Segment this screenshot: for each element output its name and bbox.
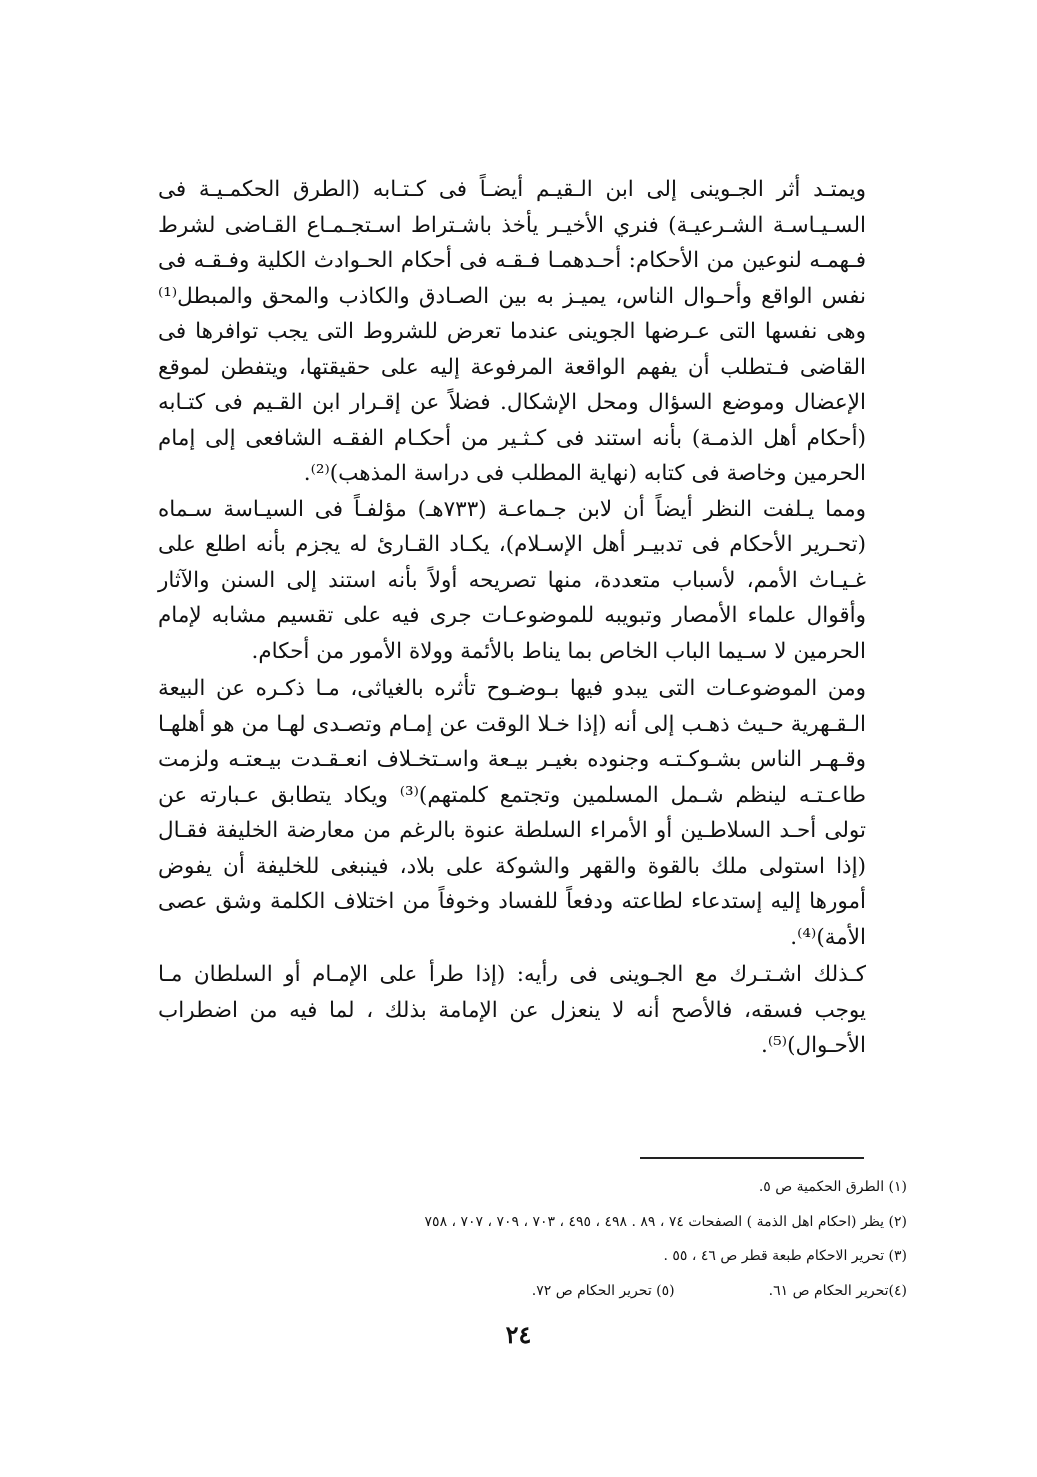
footnote-5: (٥) تحرير الحكام ص ٧٢. xyxy=(531,1282,675,1299)
footnote-2: (٢) يظر (احكام اهل الذمة ) الصفحات ٧٤ ، ٨٩ . ٤٩٨ ، ٤٩٥ ، ٧٠٣ ، ٧٠٩ ، ٧٠٧ ، ٧٥٨ xyxy=(424,1213,907,1230)
main-text xyxy=(158,172,866,1064)
footnote-spacer xyxy=(675,1274,769,1309)
paragraph-2: ومما يـلفت النظر أيضاً أن لابن جـماعـة (٧٣٣هـ) مؤلفـاً فى السيـاسة سـماه (تحـرير الأحكام فى تدبيـر أهل الإسـلام)، يكـاد القـارئ له يجزم بأنه اطلع على غـيـاث الأمم، لأسباب متعددة، منها تصريحه أولاً بأنه استند إلى السنن والآثار وأقوال علماء الأمصار وتبويبه للموضوعـات جرى فيه على تقسيم مشابه لإمام الحرمين لا سـيما الباب الخاص بما يناط بالأئمة وولاة الأمور من أحكام. xyxy=(158,496,866,664)
paragraph-3: ومن الموضوعـات التى يبدو فيها بـوضـوح تأثره بالغياثى، مـا ذكـره عن البيعة الـقـهرية حـيث ذهـب إلى أنه (إذا خـلا الوقت عن إمـام وتصـدى لهـا من هو أهلهـا وقـهـر الناس بشـوكـتـه وجنوده بغيـر بيـعة واسـتخـلاف انعـقـدت بيـعتـه ولزمت طاعـتـه لينظم شـمل المسلمين وتجتمع كلمتهم)⁽³⁾ ويكاد يتطابق عـبارته عن تولى أحـد السلاطـين أو الأمراء السلطة عنوة بالرغم من معارضة الخليفة فقـال (إذا استولى ملك بالقوة والقهر والشوكة على بلاد، فينبغى للخليفة أن يفوض أمورها إليه إستدعاء لطاعته ودفعاً للفساد وخوفاً من اختلاف الكلمة وشق عصى الأمة)⁽⁴⁾. xyxy=(158,676,866,950)
footnotes xyxy=(230,1170,907,1308)
footnote-4: (٤)تحرير الحكام ص ٦١. xyxy=(768,1282,907,1299)
footnote-1: (١) الطرق الحكمية ص ٥. xyxy=(758,1179,907,1195)
paragraph-4: كـذلك اشـتـرك مع الجـوينى فى رأيه: (إذا طرأ على الإمـام أو السلطان مـا يوجب فسقه، فالأصح أنه لا ينعزل عن الإمامة بذلك ، لما فيه من اضطراب الأحـوال)⁽⁵⁾. xyxy=(158,962,866,1058)
footnote-divider xyxy=(640,1157,864,1159)
paragraph-1: ويمتـد أثر الجـوينى إلى ابن الـقيـم أيضـاً فى كـتـابه (الطرق الحكمـيـة فى السـيـاسـة الشـرعيـة) فنري الأخيـر يأخذ باشـتراط اسـتجـمـاع القـاضى لشرط فـهمـه لنوعين من الأحكام: أحـدهمـا فـقـه فى أحكام الحـوادث الكلية وفـقـه فى نفس الواقع وأحـوال الناس، يميـز به بين الصـادق والكاذب والمحق والمبطل⁽¹⁾وهى نفسها التى عـرضها الجوينى عندما تعرض للشروط التى يجب توافرها فى القاضى فـتطلب أن يفهم الواقعة المرفوعة إليه على حقيقتها، ويتفطن لموقع الإعضال وموضع السؤال ومحل الإشكال. فضلاً عن إقـرار ابن القـيم فى كتـابه (أحكام أهل الذمـة) بأنه استند فى كـثـير من أحكـام الفقـه الشافعى إلى إمام الحرمين وخاصة فى كتابه (نهاية المطلب فى دراسة المذهب)⁽²⁾. xyxy=(158,177,866,486)
page-number: ٢٤ xyxy=(505,1320,532,1349)
footnote-row-4-5 xyxy=(230,1274,907,1309)
footnote-3: (٣) تحرير الاحكام طبعة قطر ص ٤٦ ، ٥٥ . xyxy=(663,1248,907,1264)
